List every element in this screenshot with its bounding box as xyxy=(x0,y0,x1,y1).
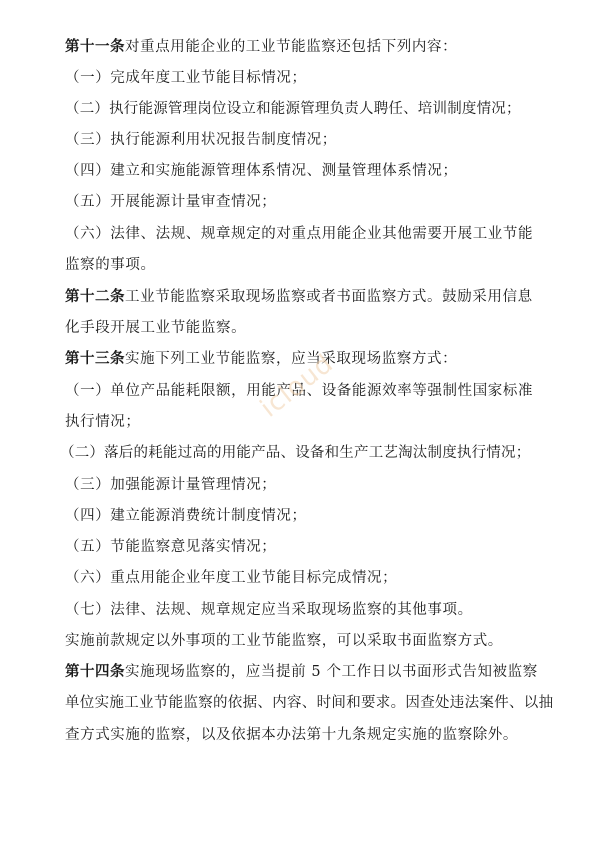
article-12-text-1: 工业节能监察采取现场监察或者书面监察方式。鼓励采用信息 xyxy=(125,289,533,305)
article-13-heading: 第十三条 xyxy=(65,351,125,367)
article-14-heading: 第十四条 xyxy=(65,664,125,680)
article-14-text-1: 实施现场监察的，应当提前 5 个工作日以书面形式告知被监察 xyxy=(125,664,538,680)
article-13-intro-text: 实施下列工业节能监察，应当采取现场监察方式： xyxy=(125,351,458,367)
article-12-heading: 第十二条 xyxy=(65,289,125,305)
article-13-item-5: （五）节能监察意见落实情况； xyxy=(65,539,277,555)
article-11-item-6-continuation: 监察的事项。 xyxy=(65,257,156,273)
article-13-item-2: （二）落后的耗能过高的用能产品、设备和生产工艺淘汰制度执行情况； xyxy=(60,445,531,461)
article-11-intro xyxy=(65,37,565,57)
article-13-item-6: （六）重点用能企业年度工业节能目标完成情况； xyxy=(65,570,398,586)
article-14-line-1 xyxy=(65,662,565,682)
watermark-logo: icloud xyxy=(255,348,340,424)
article-11-heading: 第十一条 xyxy=(65,39,125,55)
article-12-line-1 xyxy=(65,287,565,307)
article-13-item-3: （三）加强能源计量管理情况； xyxy=(65,477,277,493)
article-11-item-4: （四）建立和实施能源管理体系情况、测量管理体系情况； xyxy=(65,163,458,179)
article-13-item-1-line-2: 执行情况； xyxy=(65,414,141,430)
article-11-item-5: （五）开展能源计量审查情况； xyxy=(65,194,277,210)
article-14-line-2: 单位实施工业节能监察的依据、内容、时间和要求。因查处违法案件、以抽 xyxy=(65,695,554,711)
article-12-line-2: 化手段开展工业节能监察。 xyxy=(65,320,247,336)
article-11-item-2: （二）执行能源管理岗位设立和能源管理负责人聘任、培训制度情况； xyxy=(65,101,521,117)
article-13-item-1-line-1: （一）单位产品能耗限额，用能产品、设备能源效率等强制性国家标准 xyxy=(65,383,534,399)
article-13-item-7: （七）法律、法规、规章规定应当采取现场监察的其他事项。 xyxy=(65,602,473,618)
article-13-item-4: （四）建立能源消费统计制度情况； xyxy=(65,508,307,524)
article-11-item-1: （一）完成年度工业节能目标情况； xyxy=(65,70,307,86)
article-14-line-3: 查方式实施的监察，以及依据本办法第十九条规定实施的监察除外。 xyxy=(65,727,518,743)
article-11-item-3: （三）执行能源利用状况报告制度情况； xyxy=(65,132,337,148)
article-13-closing: 实施前款规定以外事项的工业节能监察，可以采取书面监察方式。 xyxy=(65,633,503,649)
article-11-intro-text: 对重点用能企业的工业节能监察还包括下列内容： xyxy=(125,39,458,55)
article-11-item-6: （六）法律、法规、规章规定的对重点用能企业其他需要开展工业节能 xyxy=(65,226,534,242)
